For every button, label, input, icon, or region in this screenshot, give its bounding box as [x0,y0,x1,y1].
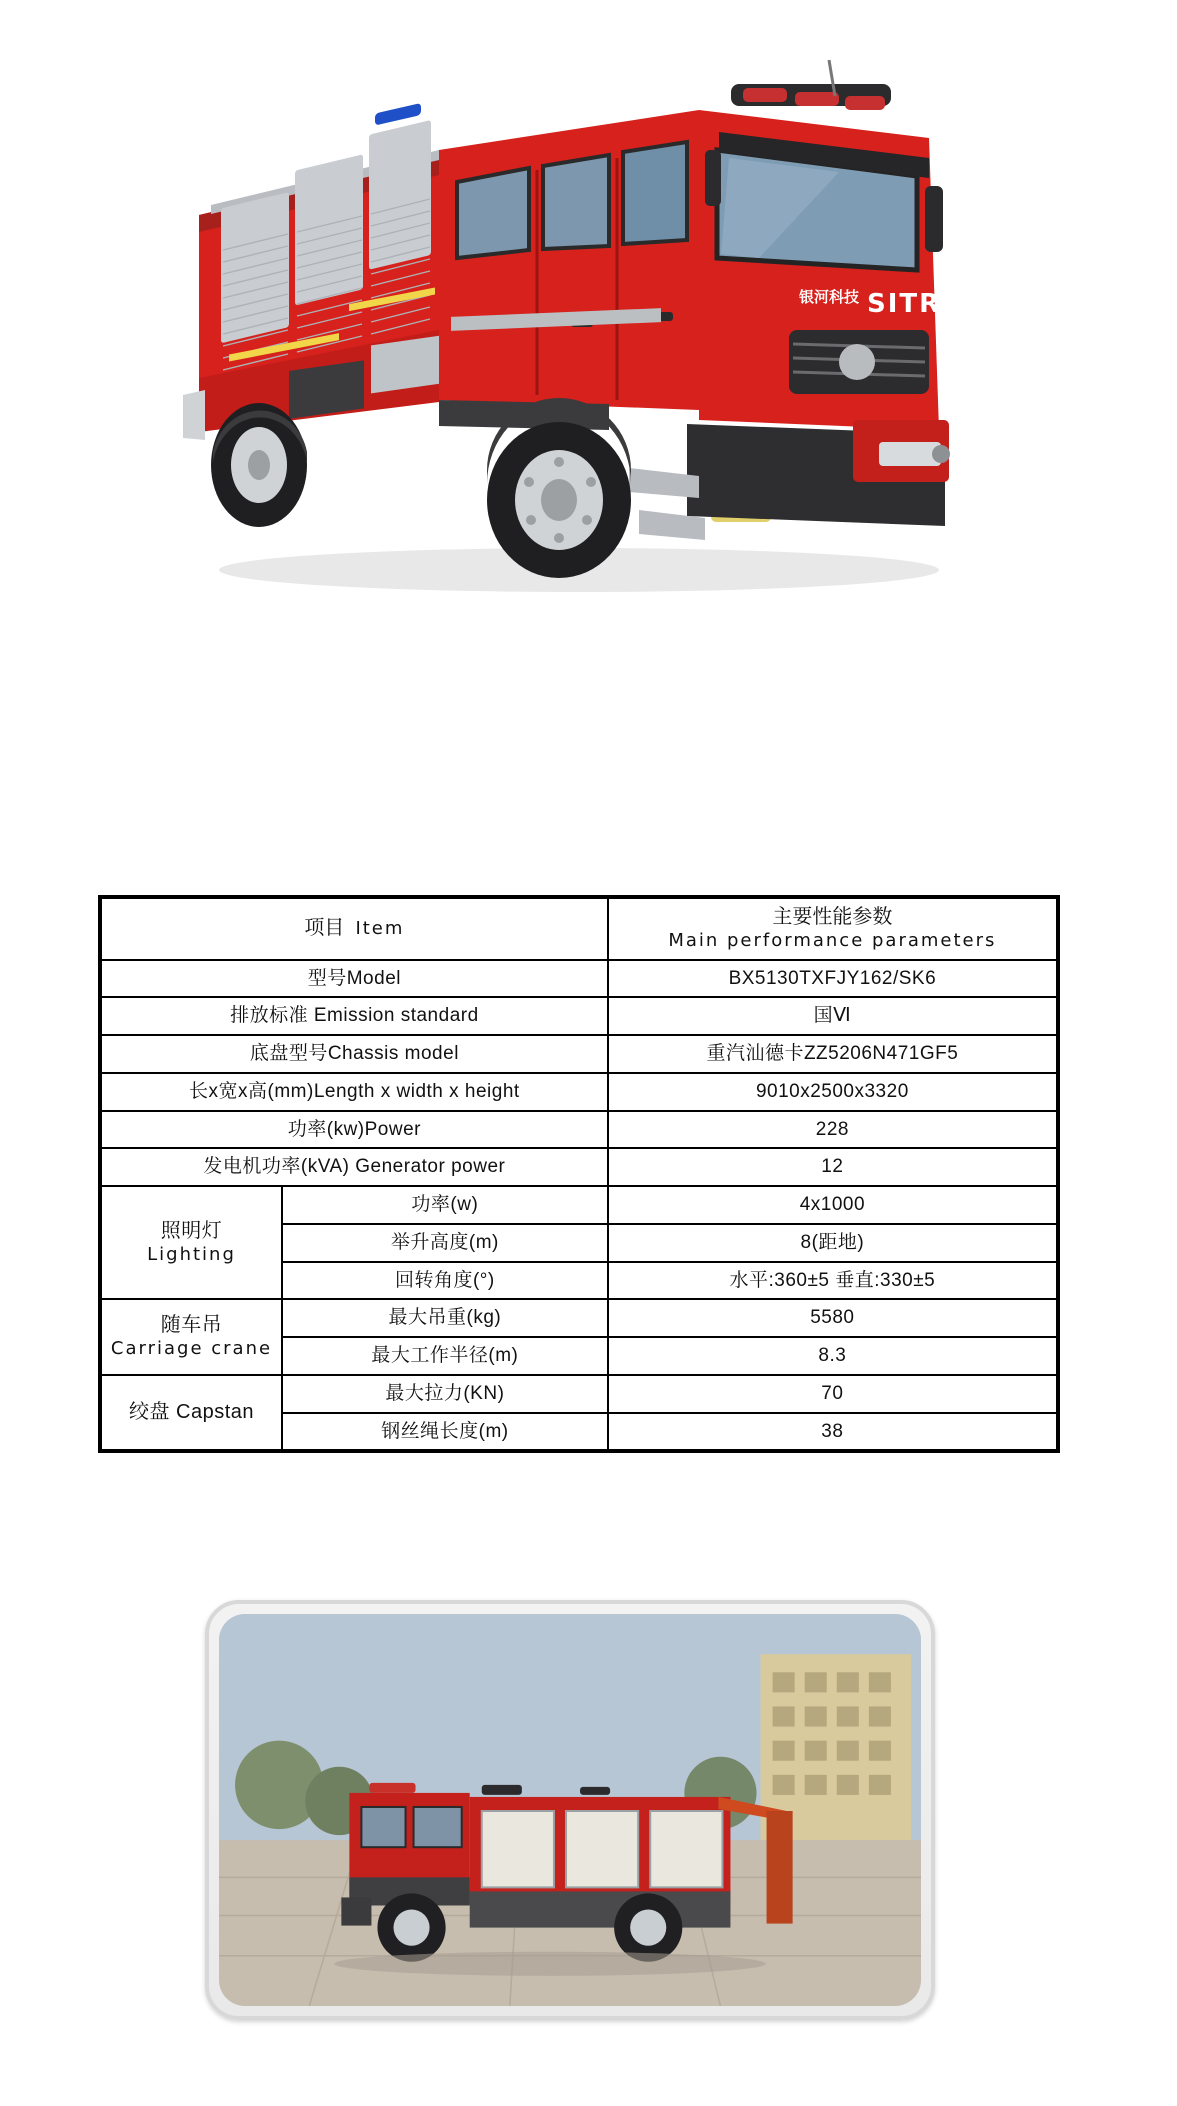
group-label-carriage-crane [100,1299,282,1375]
row-label: 最大拉力(KN) [282,1375,608,1413]
table-row [100,1148,1058,1186]
row-label: 回转角度(°) [282,1262,608,1300]
header-params-cell [608,897,1058,960]
row-value: 国Ⅵ [608,997,1058,1035]
main-performance-parameters-table [98,895,1060,1453]
table-row [100,960,1058,998]
table-row [100,1073,1058,1111]
group-label-lighting [100,1186,282,1299]
table-header-row [100,897,1058,960]
row-label: 功率(w) [282,1186,608,1224]
row-label: 排放标准 Emission standard [100,997,608,1035]
row-value: 70 [608,1375,1058,1413]
row-value: 228 [608,1111,1058,1149]
header-params-cn: 主要性能参数 [772,906,893,928]
row-value: 4x1000 [608,1186,1058,1224]
row-value: 12 [608,1148,1058,1186]
fire-truck-illustration [139,0,1039,620]
group-label-capstan [100,1375,282,1452]
hero-truck-image [0,0,1177,660]
truck-side-view-photo [219,1614,921,2006]
table-row [100,1186,1058,1224]
group-label-en: Lighting [147,1243,236,1265]
row-label: 功率(kw)Power [100,1111,608,1149]
row-label: 长x宽x高(mm)Length x width x height [100,1073,608,1111]
row-label: 底盘型号Chassis model [100,1035,608,1073]
group-label-en: Carriage crane [110,1338,273,1360]
table-row [100,1035,1058,1073]
rear-body [183,103,441,440]
row-value: 9010x2500x3320 [608,1073,1058,1111]
row-value: 8.3 [608,1337,1058,1375]
row-value: 8(距地) [608,1224,1058,1262]
header-params-en: Main performance parameters [668,930,997,951]
row-label: 型号Model [100,960,608,998]
row-label: 最大工作半径(m) [282,1337,608,1375]
row-value: 5580 [608,1299,1058,1337]
svg-text:银河科技: 银河科技 [798,288,859,306]
table-row [100,997,1058,1035]
header-item-cell [100,897,608,960]
row-label: 发电机功率(kVA) Generator power [100,1148,608,1186]
header-item-cn: 项目 [304,917,345,940]
row-label: 最大吊重(kg) [282,1299,608,1337]
group-label-cn: 绞盘 Capstan [128,1401,255,1423]
row-value: BX5130TXFJY162/SK6 [608,960,1058,998]
spec-table-container [98,895,1060,1453]
svg-text:SITRAK: SITRAK [866,289,985,319]
row-label: 举升高度(m) [282,1224,608,1262]
row-value: 水平:360±5 垂直:330±5 [608,1262,1058,1300]
table-row [100,1299,1058,1337]
truck-photo [219,1614,921,2006]
header-item-en: Item [355,918,405,940]
table-row [100,1375,1058,1413]
group-label-cn: 随车吊 [160,1314,223,1337]
group-label-cn: 照明灯 [160,1219,223,1242]
row-label: 钢丝绳长度(m) [282,1413,608,1452]
row-value: 重汽汕德卡ZZ5206N471GF5 [608,1035,1058,1073]
row-value: 38 [608,1413,1058,1452]
truck-photo-card [205,1600,935,2020]
table-row [100,1111,1058,1149]
crew-cab [439,110,699,430]
